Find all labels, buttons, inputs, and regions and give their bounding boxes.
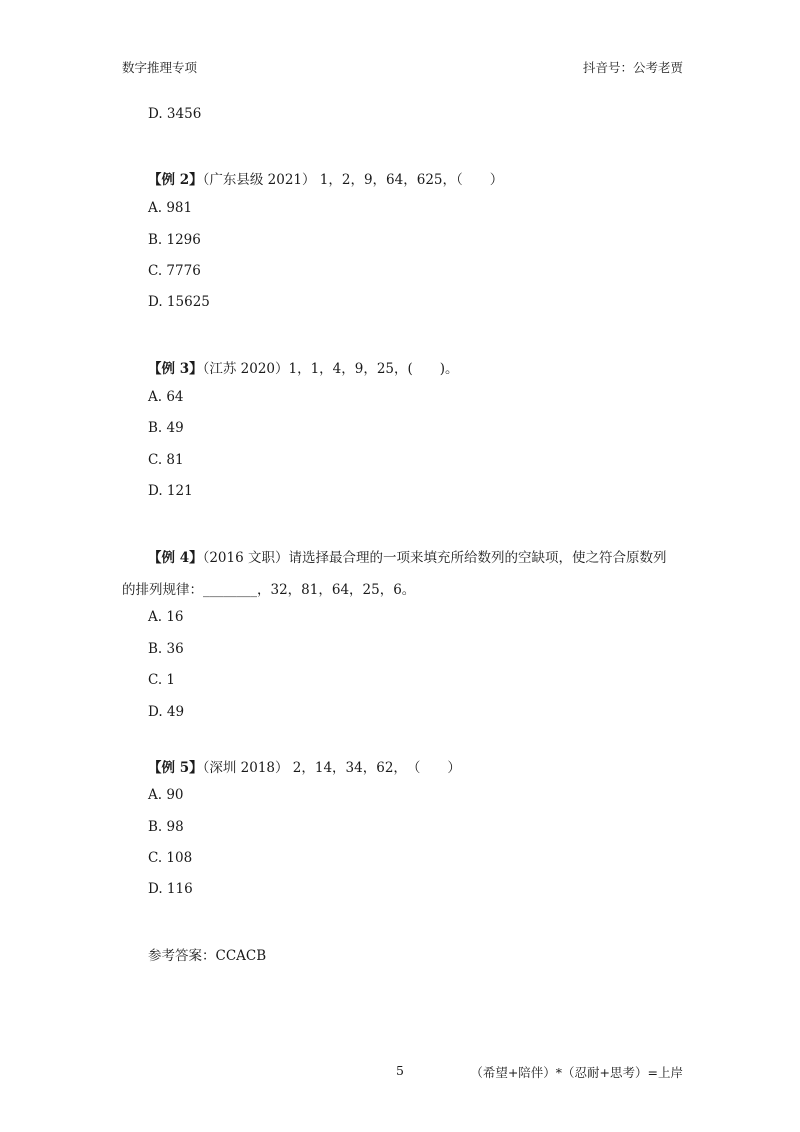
example-2-option-d: D. 15625 <box>148 294 210 310</box>
example-4-question-cont: 的排列规律：________，32，81，64，25，6。 <box>122 582 416 598</box>
footer-motto: （希望+陪伴）*（忍耐+思考）=上岸 <box>470 1065 683 1080</box>
example-5-tag: 【例 5】 <box>148 760 203 776</box>
example-3-tag: 【例 3】 <box>148 361 203 377</box>
example-4-tag: 【例 4】 <box>148 550 203 566</box>
example-5-option-a: A. 90 <box>148 787 184 803</box>
example-3-option-c: C. 81 <box>148 452 184 468</box>
prev-option-d: D. 3456 <box>148 106 202 122</box>
example-2-text: （广东县级 2021） 1，2，9，64，625，（ ） <box>202 172 504 188</box>
example-4-question <box>148 546 667 566</box>
example-3-text: （江苏 2020）1，1，4，9，25，( )。 <box>202 361 459 377</box>
example-5-option-d: D. 116 <box>148 881 193 897</box>
example-3-option-d: D. 121 <box>148 483 193 499</box>
example-5-option-b: B. 98 <box>148 819 184 835</box>
header-left-title: 数字推理专项 <box>122 60 198 75</box>
example-4-option-a: A. 16 <box>148 609 184 625</box>
example-4-option-c: C. 1 <box>148 672 176 688</box>
reference-answer: 参考答案：CCACB <box>148 948 267 964</box>
example-2-tag: 【例 2】 <box>148 172 203 188</box>
example-3-question <box>148 357 459 377</box>
example-5-text: （深圳 2018） 2，14，34，62， （ ） <box>202 760 461 776</box>
page-number: 5 <box>396 1063 404 1078</box>
example-4-option-b: B. 36 <box>148 641 184 657</box>
example-3-option-b: B. 49 <box>148 420 184 436</box>
example-2-option-b: B. 1296 <box>148 232 201 248</box>
example-4-option-d: D. 49 <box>148 704 185 720</box>
header-right-account: 抖音号：公考老贾 <box>582 60 683 75</box>
example-4-text: （2016 文职）请选择最合理的一项来填充所给数列的空缺项，使之符合原数列 <box>202 550 667 566</box>
example-2-option-c: C. 7776 <box>148 263 201 279</box>
example-2-option-a: A. 981 <box>148 200 193 216</box>
example-3-option-a: A. 64 <box>148 389 184 405</box>
example-5-question <box>148 756 461 776</box>
example-5-option-c: C. 108 <box>148 850 193 866</box>
example-2-question <box>148 168 503 188</box>
